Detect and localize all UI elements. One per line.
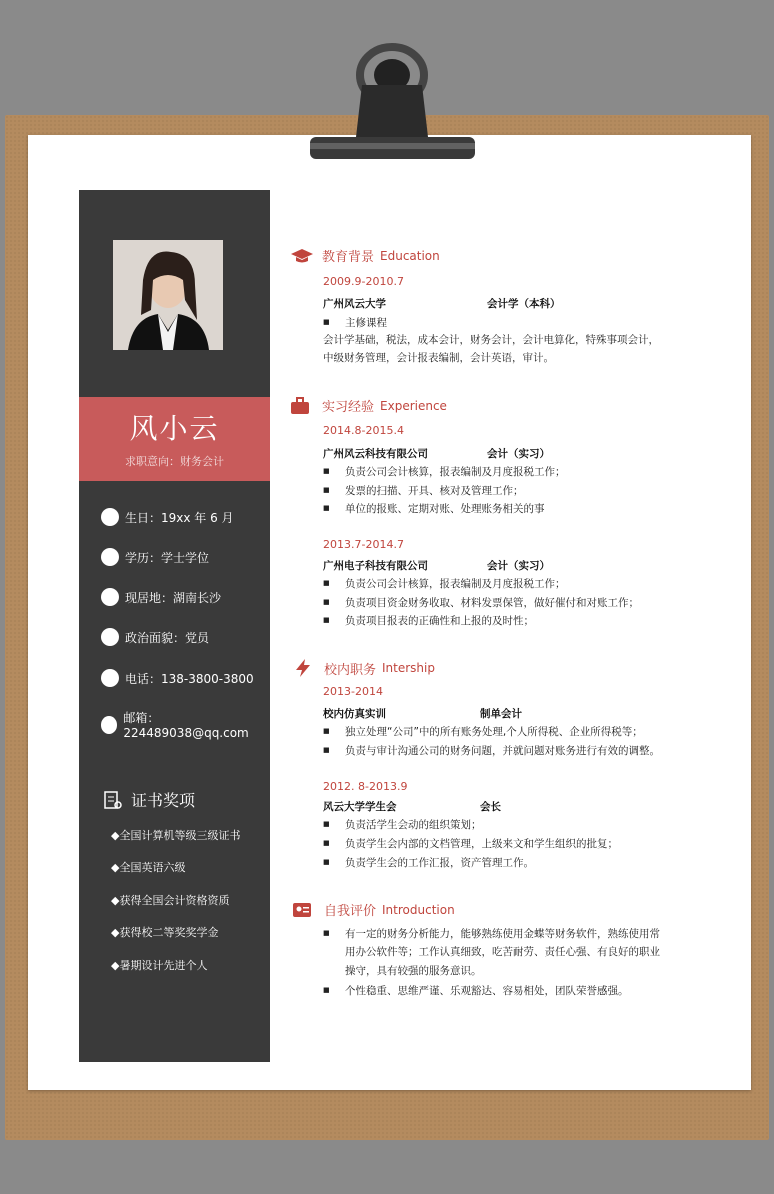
section-internship: 实习经验 Experience — [290, 396, 447, 415]
education-icon — [101, 548, 119, 566]
phone-icon — [101, 669, 119, 687]
section-self: 自我评价 Introduction — [292, 900, 455, 919]
list-item: ■ 负责项目资金财务收取、材料发票保管，做好催付和对账工作； — [345, 595, 639, 610]
education-desc: 中级财务管理，会计报表编制，会计英语，审计。 — [323, 352, 554, 364]
graduation-cap-icon — [290, 247, 314, 265]
id-card-icon — [292, 902, 312, 918]
applicant-name: 风小云 — [129, 412, 220, 445]
self-desc: 操守，具有较强的服务意识。 — [345, 965, 482, 977]
info-email: 邮箱：224489038@qq.com — [101, 709, 270, 740]
cert-item: ◆获得校二等奖奖学金 — [111, 926, 219, 939]
list-item: ■ 发票的扫描、开具、核对及管理工作； — [345, 483, 524, 498]
mail-icon — [101, 716, 117, 734]
job-role: 会计（实习） — [487, 448, 550, 460]
leaf-icon — [101, 628, 119, 646]
cert-item: ◆全国计算机等级三级证书 — [111, 829, 241, 842]
job-role: 制单会计 — [480, 708, 522, 720]
list-item: ■ 主修课程 — [345, 315, 387, 330]
education-date: 2009.9-2010.7 — [323, 275, 404, 288]
list-item: ■ 负责公司会计核算，报表编制及月度报税工作； — [345, 464, 566, 479]
job-date: 2013-2014 — [323, 685, 383, 698]
info-location: 现居地：湖南长沙 — [101, 588, 221, 606]
briefcase-icon — [290, 397, 310, 415]
job-date: 2014.8-2015.4 — [323, 424, 404, 437]
certificate-icon — [103, 790, 123, 810]
info-phone: 电话：138-3800-3800 — [101, 669, 254, 687]
info-politics: 政治面貌：党员 — [101, 628, 209, 646]
job-date: 2013.7-2014.7 — [323, 538, 404, 551]
list-item: ■ 独立处理“公司”中的所有账务处理,个人所得税、企业所得税等； — [345, 724, 643, 739]
list-item: ■ 负责活学生会动的组织策划； — [345, 817, 482, 832]
user-icon — [101, 508, 119, 526]
self-desc: 用办公软件等；工作认真细致，吃苦耐劳、责任心强、有良好的职业 — [345, 946, 660, 958]
lightning-icon — [294, 658, 312, 678]
list-item: ■ 负责公司会计核算，报表编制及月度报税工作； — [345, 576, 566, 591]
job-company: 广州风云科技有限公司 — [323, 448, 428, 460]
list-item: ■ 个性稳重、思维严谨、乐观豁达、容易相处，团队荣誉感强。 — [345, 983, 629, 998]
info-birthday: 生日：19xx 年 6 月 — [101, 508, 234, 526]
name-banner — [79, 397, 270, 481]
list-item: ■ 有一定的财务分析能力，能够熟练使用金蝶等财务软件，熟练使用常 — [345, 926, 660, 941]
job-intent: 求职意向：财务会计 — [125, 455, 224, 468]
section-campus: 校内职务 Intership — [294, 658, 435, 678]
list-item: ■ 负责项目报表的正确性和上报的及时性； — [345, 613, 534, 628]
certs-title: 证书奖项 — [103, 788, 195, 811]
list-item: ■ 负责学生会的工作汇报，资产管理工作。 — [345, 855, 534, 870]
cert-item: ◆暑期设计先进个人 — [111, 959, 208, 972]
section-education: 教育背景 Education — [290, 246, 440, 265]
job-company: 风云大学学生会 — [323, 801, 397, 813]
list-item: ■ 负责与审计沟通公司的财务问题，并就问题对账务进行有效的调整。 — [345, 743, 660, 758]
education-desc: 会计学基础，税法，成本会计，财务会计，会计电算化，特殊事项会计， — [323, 334, 659, 346]
list-item: ■ 负责学生会内部的文档管理，上级来文和学生组织的批复； — [345, 836, 618, 851]
profile-photo — [113, 240, 223, 350]
education-school: 广州风云大学 — [323, 298, 386, 310]
binder-clip-icon — [300, 25, 480, 175]
list-item: ■ 单位的报账、定期对账、处理账务相关的事 — [345, 501, 545, 516]
location-icon — [101, 588, 119, 606]
job-role: 会计（实习） — [487, 560, 550, 572]
info-education: 学历：学士学位 — [101, 548, 209, 566]
job-date: 2012. 8-2013.9 — [323, 780, 408, 793]
job-company: 校内仿真实训 — [323, 708, 386, 720]
sidebar — [79, 190, 270, 1062]
job-role: 会长 — [480, 801, 501, 813]
cert-item: ◆全国英语六级 — [111, 861, 186, 874]
education-major: 会计学（本科） — [487, 298, 561, 310]
cert-item: ◆获得全国会计资格资质 — [111, 894, 230, 907]
job-company: 广州电子科技有限公司 — [323, 560, 428, 572]
